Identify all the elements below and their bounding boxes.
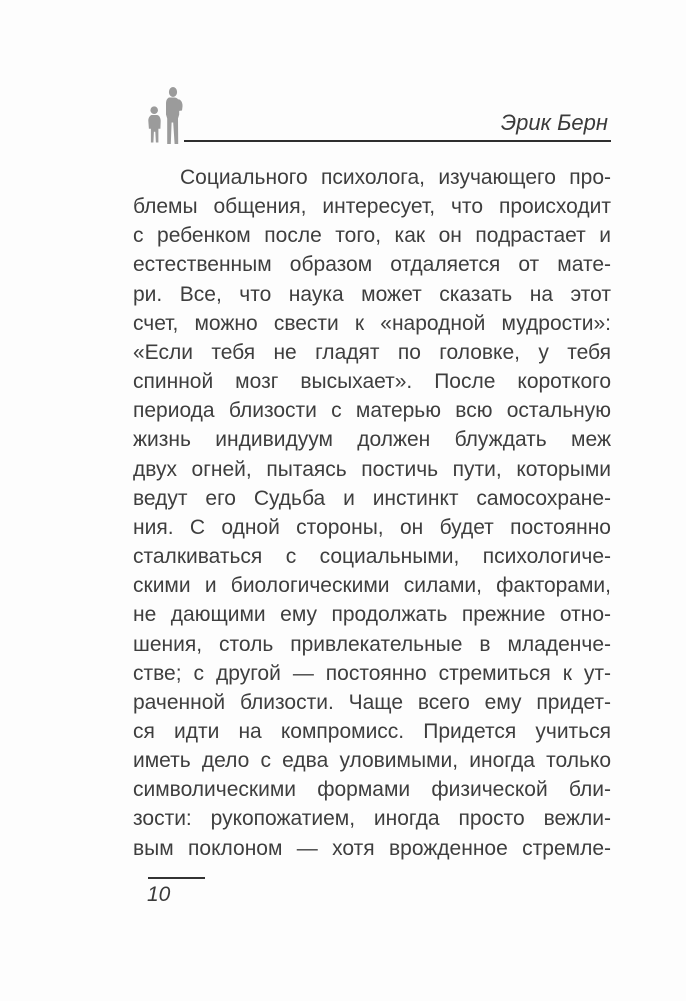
text-line: с ребенком после того, как он подрастает и [133, 224, 611, 248]
text-line: иметь дело с едва уловимыми, иногда только [133, 749, 611, 773]
header-rule [184, 140, 611, 142]
text-line: зости: рукопожатием, иногда просто вежли- [133, 807, 611, 831]
text-line: «Если тебя не гладят по головке, у тебя [133, 340, 611, 364]
text-line: периода близости с матерью всю остальную [133, 399, 611, 423]
footer-rule [148, 877, 205, 879]
text-line: спинной мозг высыхает». После короткого [133, 370, 611, 394]
text-line: не дающими ему продолжать прежние отно- [133, 603, 611, 627]
text-line: ведут его Судьба и инстинкт самосохране- [133, 486, 611, 510]
text-line: стве; с другой — постоянно стремиться к ут- [133, 661, 611, 685]
text-line: жизнь индивидуум должен блуждать меж [133, 428, 611, 452]
text-line: блемы общения, интересует, что происходит [133, 195, 611, 219]
text-line: естественным образом отдаляется от мате- [133, 253, 611, 277]
page-number: 10 [147, 883, 171, 906]
text-line: раченной близости. Чаще всего ему придет- [133, 690, 611, 714]
text-line: символическими формами физической бли- [133, 778, 611, 802]
text-line: Социального психолога, изучающего про- [180, 166, 611, 189]
text-line: шения, столь привлекательные в младенче- [133, 632, 611, 656]
text-line: двух огней, пытаясь постичь пути, которыми [133, 457, 611, 481]
text-line: ния. С одной стороны, он будет постоянно [133, 515, 611, 539]
text-line: сталкиваться с социальными, психологиче- [133, 545, 611, 569]
body-paragraph [133, 163, 611, 863]
text-line: ри. Все, что наука может сказать на этот [133, 282, 611, 306]
text-line: вым поклоном — хотя врожденное стремле- [133, 836, 611, 860]
text-line: счет, можно свести к «народной мудрости»: [133, 311, 611, 335]
text-line: ся идти на компромисс. Придется учиться [133, 719, 611, 743]
text-line: скими и биологическими силами, факторами, [133, 574, 611, 598]
running-head-author: Эрик Берн [500, 110, 608, 135]
adult-and-child-icon [147, 87, 188, 148]
